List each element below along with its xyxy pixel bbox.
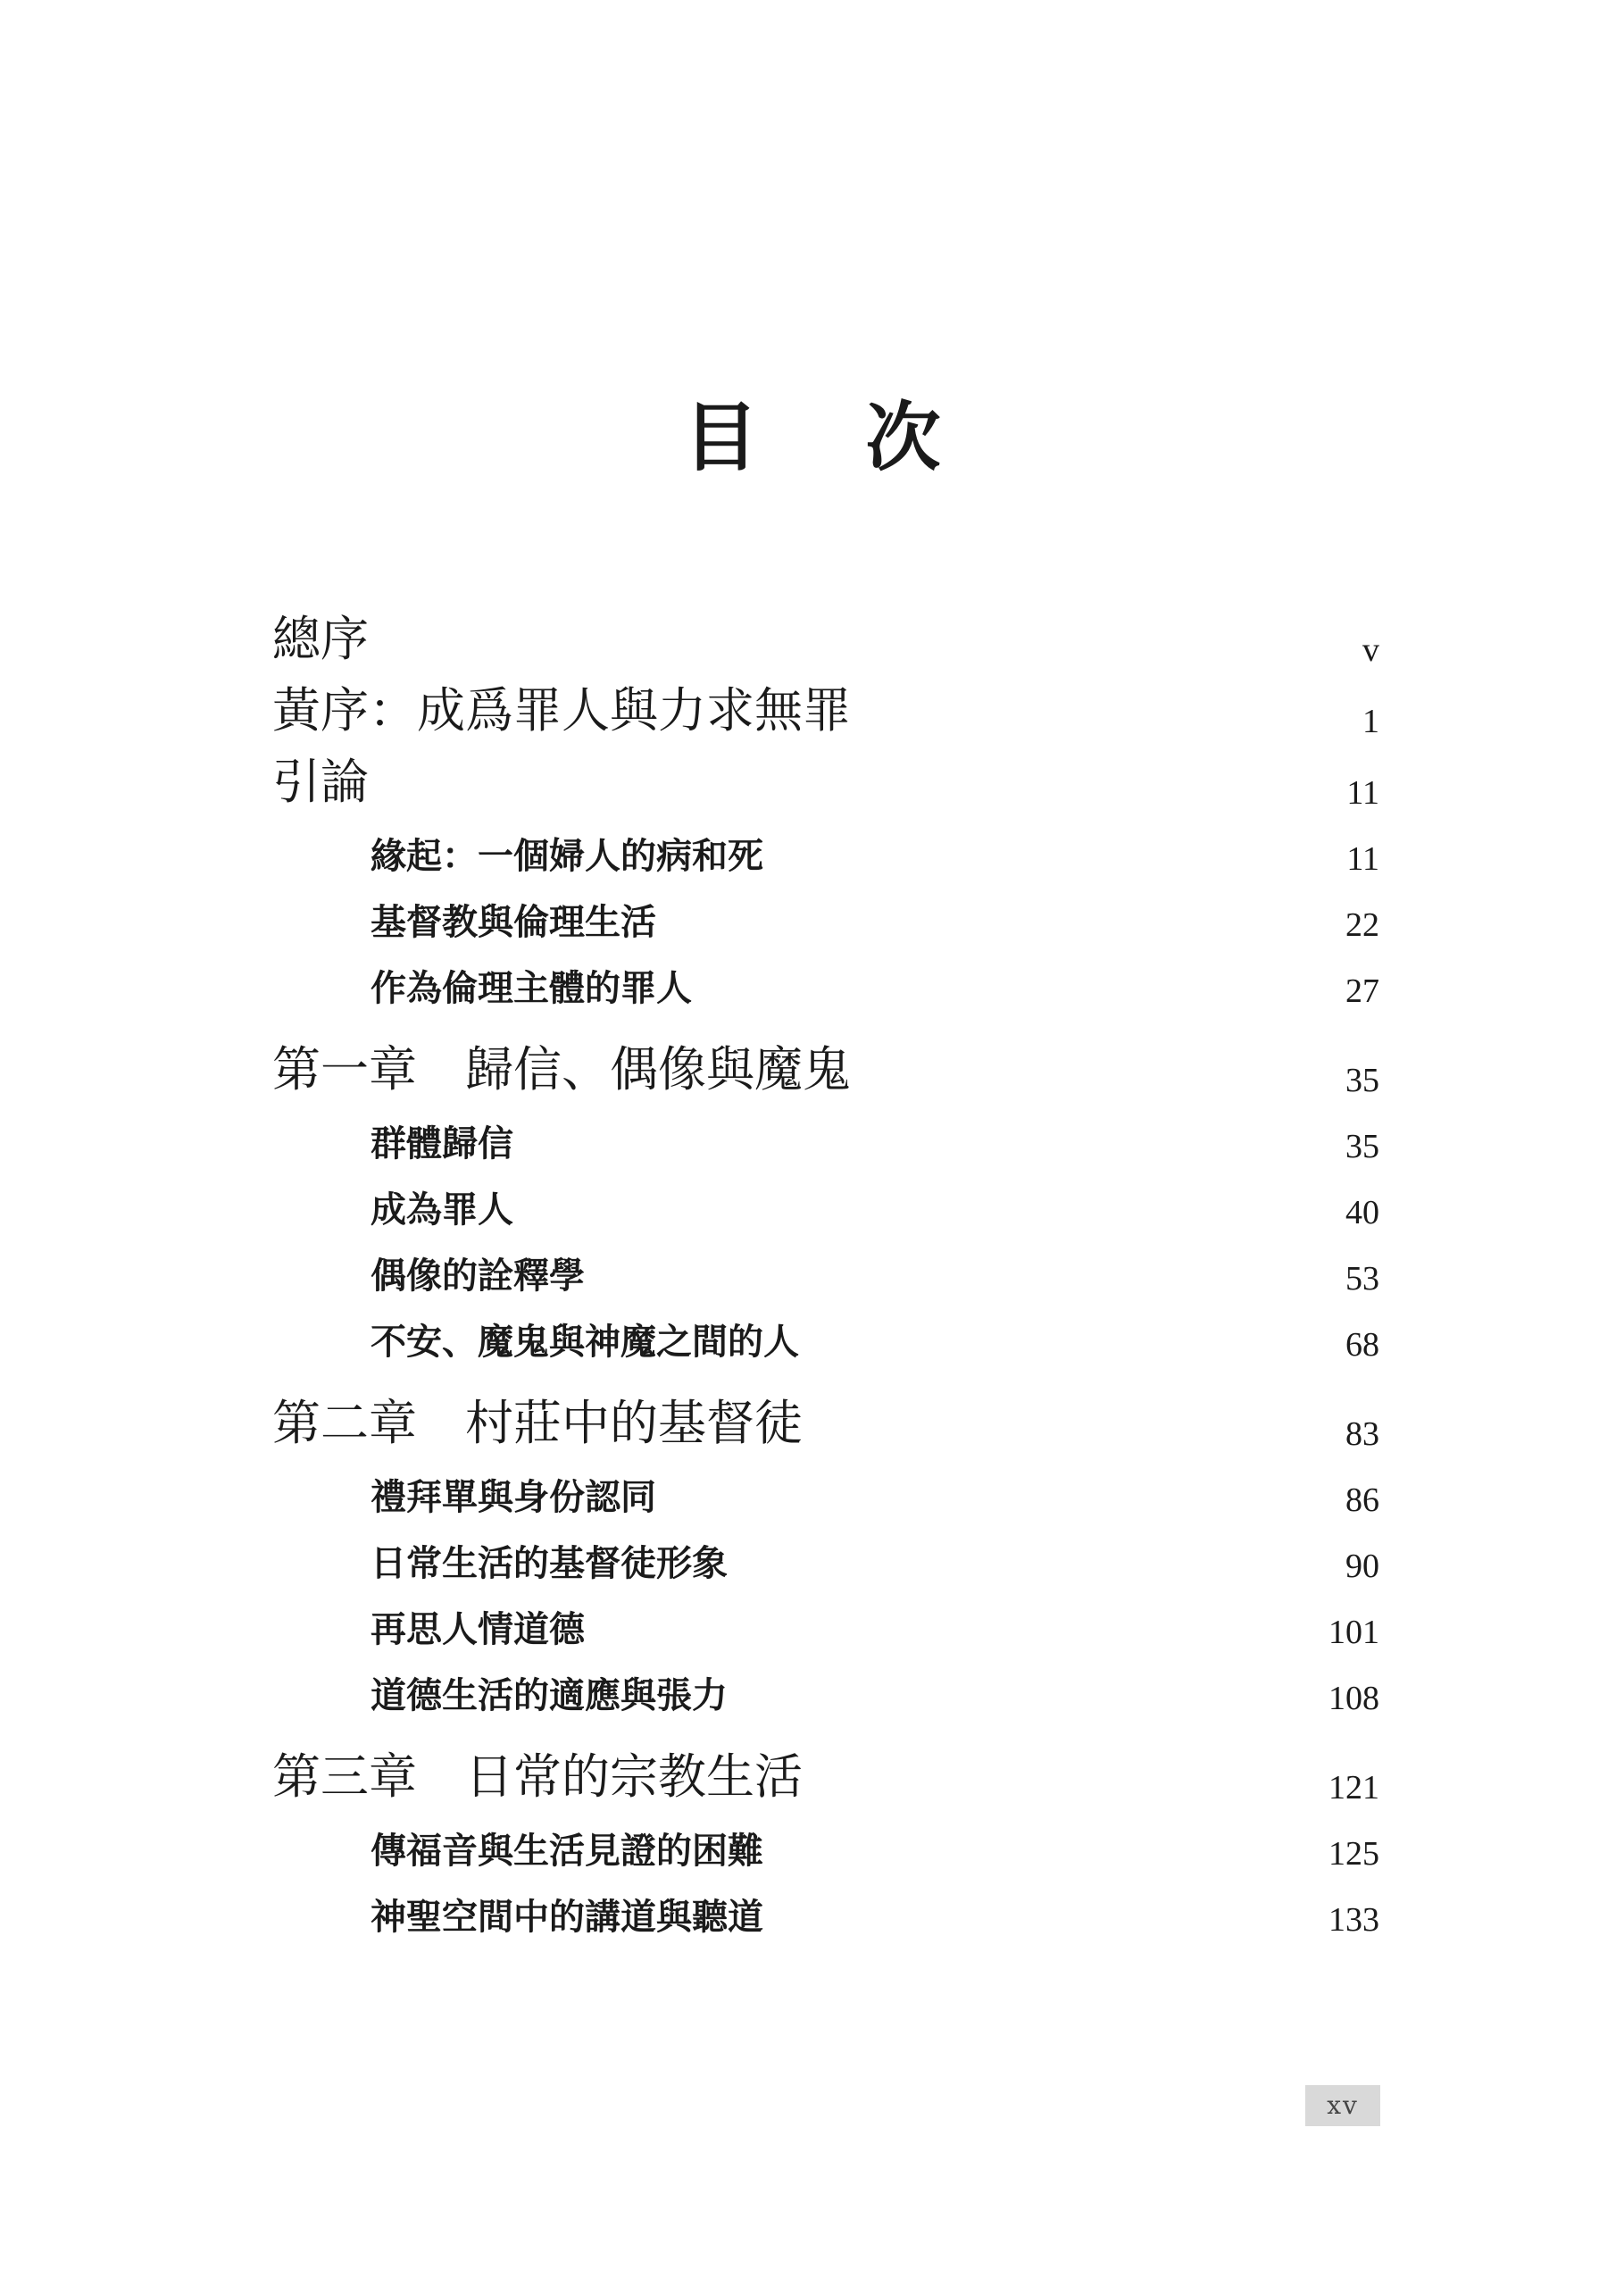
toc-subentry[interactable] [272, 1241, 1379, 1307]
toc-entry-page: 90 [1345, 1548, 1379, 1585]
toc-entry-page: v [1362, 631, 1379, 669]
chapter-title: 村莊中的基督徒 [465, 1395, 803, 1451]
toc-entry-page: 86 [1345, 1481, 1379, 1519]
toc-subentry[interactable] [272, 954, 1379, 1020]
toc-entry-page: 108 [1328, 1680, 1379, 1717]
toc-entry-page: 53 [1345, 1260, 1379, 1298]
toc-chapter-3[interactable] [272, 1727, 1379, 1816]
toc-entry-page: 1 [1362, 703, 1379, 740]
toc-entry-label: 傳福音與生活見證的困難 [371, 1830, 763, 1872]
toc-entry-label: 引論 [272, 754, 369, 810]
toc-entry-page: 22 [1345, 906, 1379, 944]
toc-entry-page: 11 [1346, 774, 1379, 812]
toc-chapter-heading [272, 1385, 803, 1454]
page-number-badge: xv [1305, 2085, 1380, 2126]
toc-entry-label: 作為倫理主體的罪人 [371, 967, 692, 1009]
toc-entry-huang-preface[interactable] [272, 679, 1379, 750]
toc-chapter-heading [272, 1739, 803, 1807]
toc-entry-label: 成為罪人 [371, 1189, 513, 1231]
toc-entry-page: 35 [1345, 1062, 1379, 1099]
toc-subentry[interactable] [272, 1109, 1379, 1175]
toc-subentry[interactable] [272, 1882, 1379, 1948]
toc-entry-label: 道德生活的適應與張力 [371, 1674, 728, 1716]
toc-entry-label: 總序 [272, 611, 369, 667]
toc-entry-page: 40 [1345, 1194, 1379, 1231]
toc-subentry[interactable] [272, 822, 1379, 888]
toc-chapter-2[interactable] [272, 1373, 1379, 1463]
toc-entry-label: 偶像的詮釋學 [371, 1255, 585, 1297]
toc-subentry[interactable] [272, 1529, 1379, 1595]
toc-entry-label: 再思人情道德 [371, 1608, 585, 1650]
toc-chapter-1[interactable] [272, 1020, 1379, 1109]
toc-entry-introduction[interactable] [272, 750, 1379, 822]
toc-title [0, 393, 1624, 482]
toc-entry-page: 121 [1328, 1769, 1379, 1807]
toc-entry-label: 禮拜單與身份認同 [371, 1476, 656, 1518]
toc-entry-label: 黃序：成爲罪人與力求無罪 [272, 682, 851, 738]
toc-subentry[interactable] [272, 1307, 1379, 1373]
toc-entry-page: 101 [1328, 1614, 1379, 1651]
toc-entry-page: 11 [1346, 840, 1379, 878]
toc-entry-label: 緣起：一個婦人的病和死 [371, 835, 763, 877]
toc-subentry[interactable] [272, 1463, 1379, 1529]
chapter-number: 第三章 [272, 1748, 417, 1805]
chapter-number: 第一章 [272, 1041, 417, 1097]
toc-entry-label: 基督教與倫理生活 [371, 901, 656, 943]
toc-title-char-2: 次 [865, 393, 941, 481]
toc-entry-general-preface[interactable] [272, 607, 1379, 679]
table-of-contents [272, 607, 1379, 1948]
toc-entry-label: 神聖空間中的講道與聽道 [371, 1896, 763, 1938]
toc-subentry[interactable] [272, 1595, 1379, 1661]
toc-entry-label: 日常生活的基督徒形象 [371, 1542, 728, 1584]
toc-entry-page: 27 [1345, 972, 1379, 1010]
chapter-number: 第二章 [272, 1395, 417, 1451]
toc-entry-page: 125 [1328, 1835, 1379, 1873]
toc-entry-page: 83 [1345, 1415, 1379, 1453]
chapter-title: 日常的宗教生活 [465, 1748, 803, 1805]
toc-subentry[interactable] [272, 1816, 1379, 1882]
toc-chapter-heading [272, 1031, 851, 1100]
chapter-title: 歸信、偶像與魔鬼 [465, 1041, 851, 1097]
toc-entry-page: 68 [1345, 1326, 1379, 1364]
toc-subentry[interactable] [272, 1661, 1379, 1727]
toc-entry-label: 群體歸信 [371, 1122, 513, 1164]
toc-entry-page: 35 [1345, 1128, 1379, 1165]
toc-subentry[interactable] [272, 888, 1379, 954]
toc-title-char-1: 目 [683, 393, 759, 481]
toc-subentry[interactable] [272, 1175, 1379, 1241]
toc-entry-label: 不安、魔鬼與神魔之間的人 [371, 1321, 799, 1363]
toc-entry-page: 133 [1328, 1901, 1379, 1939]
